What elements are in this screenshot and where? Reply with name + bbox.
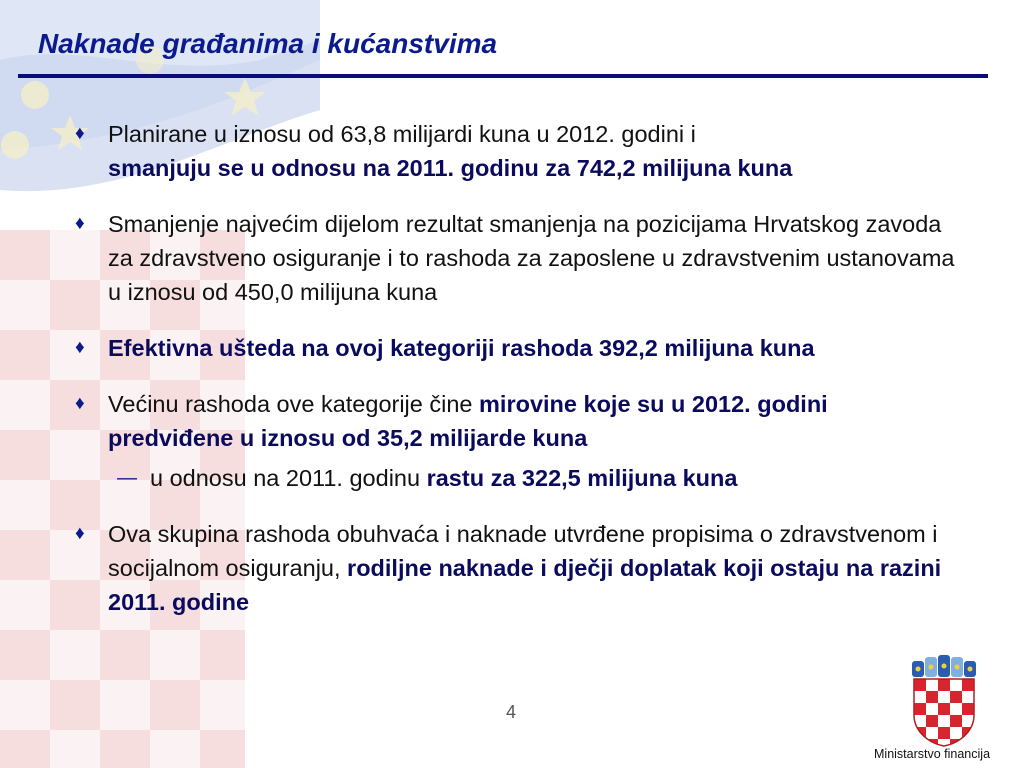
sub-bullet-text-bold: rastu za 322,5 milijuna kuna xyxy=(426,465,738,491)
diamond-icon: ♦ xyxy=(75,393,85,414)
diamond-icon: ♦ xyxy=(75,337,85,358)
bullet-text-bold: Efektivna ušteda na ovoj kategoriji rashoda 392,2 milijuna kuna xyxy=(108,335,815,361)
bullet-text-bold: mirovine koje su u 2012. godini predviđene u iznosu od 35,2 milijarde kuna xyxy=(108,391,828,451)
diamond-icon: ♦ xyxy=(75,523,85,544)
bullet-item xyxy=(75,387,955,455)
croatian-coat-of-arms-icon xyxy=(908,655,980,747)
bullet-text: Planirane u iznosu od 63,8 milijardi kuna u 2012. godini i xyxy=(108,121,696,147)
bullet-list xyxy=(75,117,955,619)
sub-bullet-text: u odnosu na 2011. godinu xyxy=(150,465,427,491)
bullet-item xyxy=(75,207,955,309)
bullet-text: Ova skupina rashoda obuhvaća i naknade utvrđene propisima o zdravstvenom i socijalnom osiguranju, xyxy=(108,521,938,581)
bullet-text-bold: smanjuju se u odnosu na 2011. godinu za 742,2 milijuna kuna xyxy=(108,155,793,181)
page-number: 4 xyxy=(506,702,517,722)
sub-bullet-item xyxy=(75,461,955,495)
bullet-item xyxy=(75,517,955,619)
diamond-icon: ♦ xyxy=(75,123,85,144)
bullet-item xyxy=(75,331,955,365)
bullet-text: Smanjenje najvećim dijelom rezultat smanjenja na pozicijama Hrvatskog zavoda za zdravstveno osiguranje i to rashoda za zaposlene u zdravstvenim ustanovama u iznosu od 450,0 milijuna kuna xyxy=(108,211,955,305)
title-divider xyxy=(18,74,988,78)
dash-icon: — xyxy=(117,467,137,489)
bullet-text-bold: rodiljne naknade i dječji doplatak koji ostaju na razini 2011. godine xyxy=(108,555,942,615)
diamond-icon: ♦ xyxy=(75,213,85,234)
slide-title: Naknade građanima i kućanstvima xyxy=(38,28,498,59)
bullet-text: Većinu rashoda ove kategorije čine xyxy=(108,391,480,417)
bullet-item xyxy=(75,117,955,185)
ministry-label: Ministarstvo financija xyxy=(874,747,991,761)
